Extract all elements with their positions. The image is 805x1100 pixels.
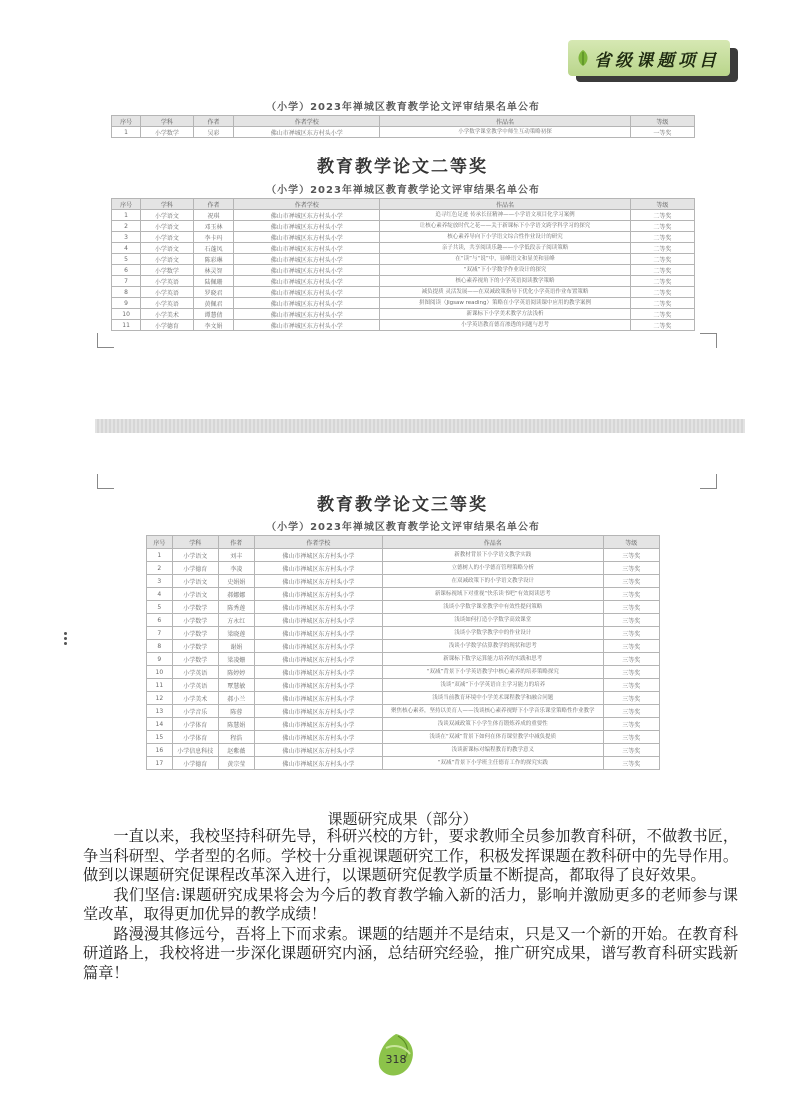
table-cell: 二等奖 (630, 232, 694, 243)
table-cell: 石蓬凤 (193, 243, 234, 254)
table-cell: 浅谈小学数学估算教学的现状和思考 (382, 640, 603, 653)
table-title: （小学）2023年禅城区教育教学论文评审结果名单公布 (266, 522, 540, 533)
table-cell: 二等奖 (630, 320, 694, 331)
table-cell: 小学音乐 (172, 705, 218, 718)
first-prize-table-block (111, 98, 695, 138)
table-cell: 浅谈在“双减”背景下如何在体育课堂教学中减负提质 (382, 731, 603, 744)
table-cell: 三等奖 (603, 757, 659, 770)
table-title: （小学）2023年禅城区教育教学论文评审结果名单公布 (266, 185, 540, 196)
table-cell: 佛山市禅城区东方村头小学 (254, 575, 382, 588)
table-row (147, 692, 660, 705)
table-cell: 8 (112, 287, 141, 298)
table-row (147, 731, 660, 744)
section-title-third-prize: 教育教学论文三等奖 (317, 495, 488, 515)
table-cell: 小学信息科技 (172, 744, 218, 757)
crop-mark (700, 333, 717, 348)
side-dots (64, 632, 68, 647)
table-cell: 佛山市禅城区东方村头小学 (254, 549, 382, 562)
table-cell: 谢娟 (218, 640, 254, 653)
table-cell: 6 (112, 265, 141, 276)
table-cell: 佛山市禅城区东方村头小学 (254, 627, 382, 640)
table-cell: 佛山市禅城区东方村头小学 (234, 210, 380, 221)
third-prize-table-block (146, 518, 660, 770)
table-cell: 7 (147, 627, 173, 640)
table-cell: 浅谈双减政策下小学生体育锻炼养成的重要性 (382, 718, 603, 731)
paragraph: 路漫漫其修远兮，吾将上下而求索。课题的结题并不是结束，只是又一个新的开始。在教育科研道路上，我校将进一步深化课题研究内涵，总结研究经验，推广研究成果，谱写教育科研实践新篇章！ (83, 924, 738, 982)
table-cell: 小学德育 (172, 757, 218, 770)
table-cell: 陈婷婷 (218, 666, 254, 679)
body-text (83, 827, 738, 983)
table-cell: 梁凌姗 (218, 653, 254, 666)
table-cell: 2 (112, 221, 141, 232)
table-cell: 李卡玛 (193, 232, 234, 243)
table-cell: 17 (147, 757, 173, 770)
table-cell: 三等奖 (603, 640, 659, 653)
table-cell: 佛山市禅城区东方村头小学 (254, 562, 382, 575)
table-cell: 聚焦核心素养，坚持以美育人——浅谈核心素养视野下小学音乐课堂策略性作业教学 (382, 705, 603, 718)
table-row (112, 287, 695, 298)
table-cell: 陈彩琳 (193, 254, 234, 265)
table-cell: 8 (147, 640, 173, 653)
table-cell: 小学英语 (141, 276, 193, 287)
table-cell: 祝琪 (193, 210, 234, 221)
table-cell: 二等奖 (630, 254, 694, 265)
table-cell: 三等奖 (603, 601, 659, 614)
table-cell: 三等奖 (603, 705, 659, 718)
table-cell: 佛山市禅城区东方村头小学 (234, 287, 380, 298)
column-header: 序号 (112, 116, 141, 127)
column-header: 等级 (630, 199, 694, 210)
table-cell: 佛山市禅城区东方村头小学 (254, 666, 382, 679)
table-cell: 浅谈如何打造小学数学高效课堂 (382, 614, 603, 627)
table-row (147, 614, 660, 627)
table-row (112, 320, 695, 331)
header-tag-label: 省级课题项目 (594, 50, 720, 71)
section-title-second-prize: 教育教学论文二等奖 (317, 157, 488, 177)
table-cell: 佛山市禅城区东方村头小学 (254, 588, 382, 601)
table-row (147, 666, 660, 679)
column-header: 作品名 (380, 116, 631, 127)
table-cell: 7 (112, 276, 141, 287)
table-cell: 在双减政策下的小学语文教学设计 (382, 575, 603, 588)
table-row (112, 298, 695, 309)
column-header: 作者 (218, 536, 254, 549)
table-cell: 佛山市禅城区东方村头小学 (254, 731, 382, 744)
table-cell: 佛山市禅城区东方村头小学 (234, 254, 380, 265)
column-header: 序号 (147, 536, 173, 549)
table-cell: 罗晓君 (193, 287, 234, 298)
table-cell: 陈蓉 (218, 705, 254, 718)
table-cell: 三等奖 (603, 653, 659, 666)
column-header: 学科 (141, 116, 193, 127)
table-cell: 追寻红色足迹 传承长征精神——小学语文项目化学习案例 (380, 210, 631, 221)
table-cell: 覃慧敏 (218, 679, 254, 692)
table-cell: 李凌 (218, 562, 254, 575)
table-cell: 1 (147, 549, 173, 562)
table-cell: 小学语文 (172, 549, 218, 562)
table-row (147, 705, 660, 718)
table-row (147, 549, 660, 562)
table-cell: 佛山市禅城区东方村头小学 (234, 232, 380, 243)
table-cell: 佛山市禅城区东方村头小学 (254, 679, 382, 692)
table-cell: 3 (147, 575, 173, 588)
table-cell: 佛山市禅城区东方村头小学 (234, 276, 380, 287)
table-cell: 小学语文 (141, 210, 193, 221)
table-cell: 小学体育 (172, 731, 218, 744)
table-cell: 小学美术 (141, 309, 193, 320)
table-cell: 小学数学课堂教学中师生互动策略初探 (380, 127, 631, 138)
table-cell: 黄宗莹 (218, 757, 254, 770)
table-cell: 小学数学 (141, 265, 193, 276)
table-cell: 6 (147, 614, 173, 627)
table-cell: 赵紫薇 (218, 744, 254, 757)
table-row (112, 243, 695, 254)
table-cell: 小学德育 (172, 562, 218, 575)
table-cell: 9 (112, 298, 141, 309)
table-cell: 三等奖 (603, 718, 659, 731)
table-row (112, 232, 695, 243)
table-row (147, 575, 660, 588)
table-cell: 陈秀莲 (218, 601, 254, 614)
table-cell: 小学语文 (172, 575, 218, 588)
table-cell: 三等奖 (603, 744, 659, 757)
table-cell: 三等奖 (603, 549, 659, 562)
second-prize-table (111, 198, 695, 331)
section-caption: 课题研究成果（部分） (327, 810, 478, 828)
table-cell: 邓玉林 (193, 221, 234, 232)
table-cell: 程浩 (218, 731, 254, 744)
table-cell: 3 (112, 232, 141, 243)
table-cell: 小学语文 (141, 243, 193, 254)
table-row (112, 221, 695, 232)
table-row (112, 276, 695, 287)
table-cell: 小学数学 (141, 127, 193, 138)
table-cell: 三等奖 (603, 627, 659, 640)
column-header: 作者学校 (234, 116, 380, 127)
table-cell: 方永红 (218, 614, 254, 627)
table-cell: 郝小兰 (218, 692, 254, 705)
table-cell: 14 (147, 718, 173, 731)
table-cell: 5 (147, 601, 173, 614)
table-cell: 小学语文 (172, 588, 218, 601)
table-cell: 佛山市禅城区东方村头小学 (254, 601, 382, 614)
table-cell: 新教材背景下小学语文教学实践 (382, 549, 603, 562)
table-cell: “双减”背景下小学英语教学中核心素养的培养策略探究 (382, 666, 603, 679)
table-cell: 15 (147, 731, 173, 744)
table-cell: 三等奖 (603, 692, 659, 705)
table-cell: 黄佩君 (193, 298, 234, 309)
table-cell: 小学美术 (172, 692, 218, 705)
table-cell: 核心素养导向下小学语文综合性作业设计的研究 (380, 232, 631, 243)
table-cell: 二等奖 (630, 210, 694, 221)
first-prize-table (111, 115, 695, 138)
table-cell: 佛山市禅城区东方村头小学 (234, 309, 380, 320)
table-cell: 二等奖 (630, 265, 694, 276)
table-row (112, 127, 695, 138)
column-header: 学科 (172, 536, 218, 549)
table-row (112, 210, 695, 221)
table-cell: 佛山市禅城区东方村头小学 (234, 221, 380, 232)
third-prize-table (146, 535, 660, 770)
table-cell: 亲子共读，共享阅读乐趣——小学低段亲子阅读策略 (380, 243, 631, 254)
table-cell: 5 (112, 254, 141, 265)
column-header: 作者 (193, 116, 234, 127)
table-cell: 佛山市禅城区东方村头小学 (254, 614, 382, 627)
table-cell: 佛山市禅城区东方村头小学 (234, 127, 380, 138)
table-cell: 佛山市禅城区东方村头小学 (254, 744, 382, 757)
table-cell: 三等奖 (603, 731, 659, 744)
table-cell: 佛山市禅城区东方村头小学 (254, 653, 382, 666)
column-header: 学科 (141, 199, 193, 210)
table-cell: 三等奖 (603, 575, 659, 588)
table-cell: 二等奖 (630, 276, 694, 287)
table-cell: 新课标视域下对重视“快乐读书吧”有效阅读思考 (382, 588, 603, 601)
table-cell: 史娟娟 (218, 575, 254, 588)
table-cell: 在“读”与“说”中，显峰语文和显美和显峰 (380, 254, 631, 265)
table-cell: 二等奖 (630, 243, 694, 254)
header-tag-face (568, 40, 730, 76)
table-cell: 1 (112, 127, 141, 138)
table-cell: 10 (112, 309, 141, 320)
table-cell: 核心素养视角下的小学英语阅读教学策略 (380, 276, 631, 287)
column-header: 等级 (603, 536, 659, 549)
table-row (147, 679, 660, 692)
table-cell: 陆佩珊 (193, 276, 234, 287)
table-row (112, 254, 695, 265)
second-prize-table-block (111, 181, 695, 331)
table-cell: 减负提质 灵活发展——在双减政策指导下优化小学英语作业布置策略 (380, 287, 631, 298)
table-row (147, 718, 660, 731)
table-row (147, 601, 660, 614)
table-cell: 9 (147, 653, 173, 666)
table-cell: 4 (147, 588, 173, 601)
crop-mark (97, 474, 114, 489)
table-title: （小学）2023年禅城区教育教学论文评审结果名单公布 (266, 102, 540, 113)
table-cell: 新课标下数学运算能力培养的实践和思考 (382, 653, 603, 666)
paragraph: 一直以来，我校坚持科研先导，科研兴校的方针，要求教师全员参加教育科研，不做教书匠，争当科研型、学者型的名师。学校十分重视课题研究工作，积极发挥课题在教科研中的先导作用。做到以课题研究促课程改革深入进行，以课题研究促教学质量不断提高，都取得了良好效果。 (83, 827, 738, 884)
table-cell: 10 (147, 666, 173, 679)
table-cell: 佛山市禅城区东方村头小学 (254, 718, 382, 731)
table-cell: 1 (112, 210, 141, 221)
table-row (147, 640, 660, 653)
column-header: 序号 (112, 199, 141, 210)
table-cell: 林灵智 (193, 265, 234, 276)
table-cell: 小学英语 (172, 666, 218, 679)
table-cell: 11 (147, 679, 173, 692)
table-row (112, 265, 695, 276)
column-header: 作品名 (382, 536, 603, 549)
table-cell: 佛山市禅城区东方村头小学 (234, 243, 380, 254)
table-cell: 三等奖 (603, 588, 659, 601)
table-cell: 谭慧倩 (193, 309, 234, 320)
table-cell: 小学德育 (141, 320, 193, 331)
column-header: 等级 (630, 116, 694, 127)
table-cell: 二等奖 (630, 221, 694, 232)
table-cell: 小学数学 (172, 614, 218, 627)
header-tag (568, 40, 738, 82)
table-cell: 小学英语教育德育渗透的问题与思考 (380, 320, 631, 331)
table-cell: 浅谈当前教育环境中小学美术课程教学和融合问题 (382, 692, 603, 705)
table-row (147, 588, 660, 601)
table-cell: 小学语文 (141, 221, 193, 232)
table-cell: 小学数学 (172, 601, 218, 614)
table-cell: 二等奖 (630, 298, 694, 309)
table-cell: 佛山市禅城区东方村头小学 (234, 320, 380, 331)
table-cell: 2 (147, 562, 173, 575)
table-row (147, 757, 660, 770)
column-header: 作者 (193, 199, 234, 210)
table-header-row (112, 116, 695, 127)
column-header: 作品名 (380, 199, 631, 210)
table-cell: 一等奖 (630, 127, 694, 138)
table-cell: 吴彩 (193, 127, 234, 138)
table-cell: 小学数学 (172, 627, 218, 640)
table-cell: 二等奖 (630, 287, 694, 298)
table-cell: 三等奖 (603, 562, 659, 575)
table-cell: 立德树人的小学德育管理策略分析 (382, 562, 603, 575)
table-cell: 陈慧娟 (218, 718, 254, 731)
table-cell: 佛山市禅城区东方村头小学 (234, 298, 380, 309)
table-cell: 刘丰 (218, 549, 254, 562)
table-row (147, 627, 660, 640)
table-cell: 新课标下小学美术教学方法浅析 (380, 309, 631, 320)
leaf-icon (576, 49, 590, 67)
table-cell: 小学数学 (172, 640, 218, 653)
column-header: 作者学校 (234, 199, 380, 210)
table-cell: 小学语文 (141, 254, 193, 265)
table-cell: 小学数学 (172, 653, 218, 666)
table-row (112, 309, 695, 320)
table-cell: 佛山市禅城区东方村头小学 (254, 757, 382, 770)
table-cell: 4 (112, 243, 141, 254)
table-cell: 佛山市禅城区东方村头小学 (254, 705, 382, 718)
table-header-row (112, 199, 695, 210)
table-cell: 三等奖 (603, 666, 659, 679)
table-cell: 郝娜娜 (218, 588, 254, 601)
table-cell: 三等奖 (603, 679, 659, 692)
paragraph: 我们坚信:课题研究成果将会为今后的教育教学输入新的活力，影响并激励更多的老师参与课堂改革，取得更加优异的教学成绩！ (83, 885, 738, 923)
table-header-row (147, 536, 660, 549)
table-cell: 拼图阅读（Jigsaw reading）策略在小学英语阅读课中应用的教学案例 (380, 298, 631, 309)
table-cell: “双减”背景下小学班主任德育工作的探究实践 (382, 757, 603, 770)
table-cell: 梁晓莲 (218, 627, 254, 640)
table-cell: 13 (147, 705, 173, 718)
table-cell: “双减”下小学数学作业设计的探究 (380, 265, 631, 276)
table-cell: 李文娟 (193, 320, 234, 331)
table-cell: 佛山市禅城区东方村头小学 (254, 640, 382, 653)
table-row (147, 562, 660, 575)
table-row (147, 653, 660, 666)
table-cell: 三等奖 (603, 614, 659, 627)
page-number: 318 (385, 1053, 407, 1066)
table-cell: 小学语文 (141, 232, 193, 243)
page-break-band (95, 419, 745, 433)
crop-mark (97, 333, 114, 348)
table-cell: 二等奖 (630, 309, 694, 320)
table-cell: 让核心素养绽放时代之花——关于新课标下小学语文跨学科学习的探究 (380, 221, 631, 232)
table-cell: 佛山市禅城区东方村头小学 (254, 692, 382, 705)
table-cell: 浅谈小学数学课堂教学中有效性提问策略 (382, 601, 603, 614)
table-cell: 浅谈小学数学教学中的作业设计 (382, 627, 603, 640)
crop-mark (700, 474, 717, 489)
table-cell: 小学体育 (172, 718, 218, 731)
table-cell: 12 (147, 692, 173, 705)
table-cell: 16 (147, 744, 173, 757)
table-cell: 小学英语 (141, 287, 193, 298)
table-cell: 小学英语 (172, 679, 218, 692)
table-cell: 浅谈“双减”下小学英语自主学习能力的培养 (382, 679, 603, 692)
table-cell: 11 (112, 320, 141, 331)
table-cell: 小学英语 (141, 298, 193, 309)
table-cell: 浅谈新课标对编程教育的教学意义 (382, 744, 603, 757)
table-row (147, 744, 660, 757)
column-header: 作者学校 (254, 536, 382, 549)
table-cell: 佛山市禅城区东方村头小学 (234, 265, 380, 276)
